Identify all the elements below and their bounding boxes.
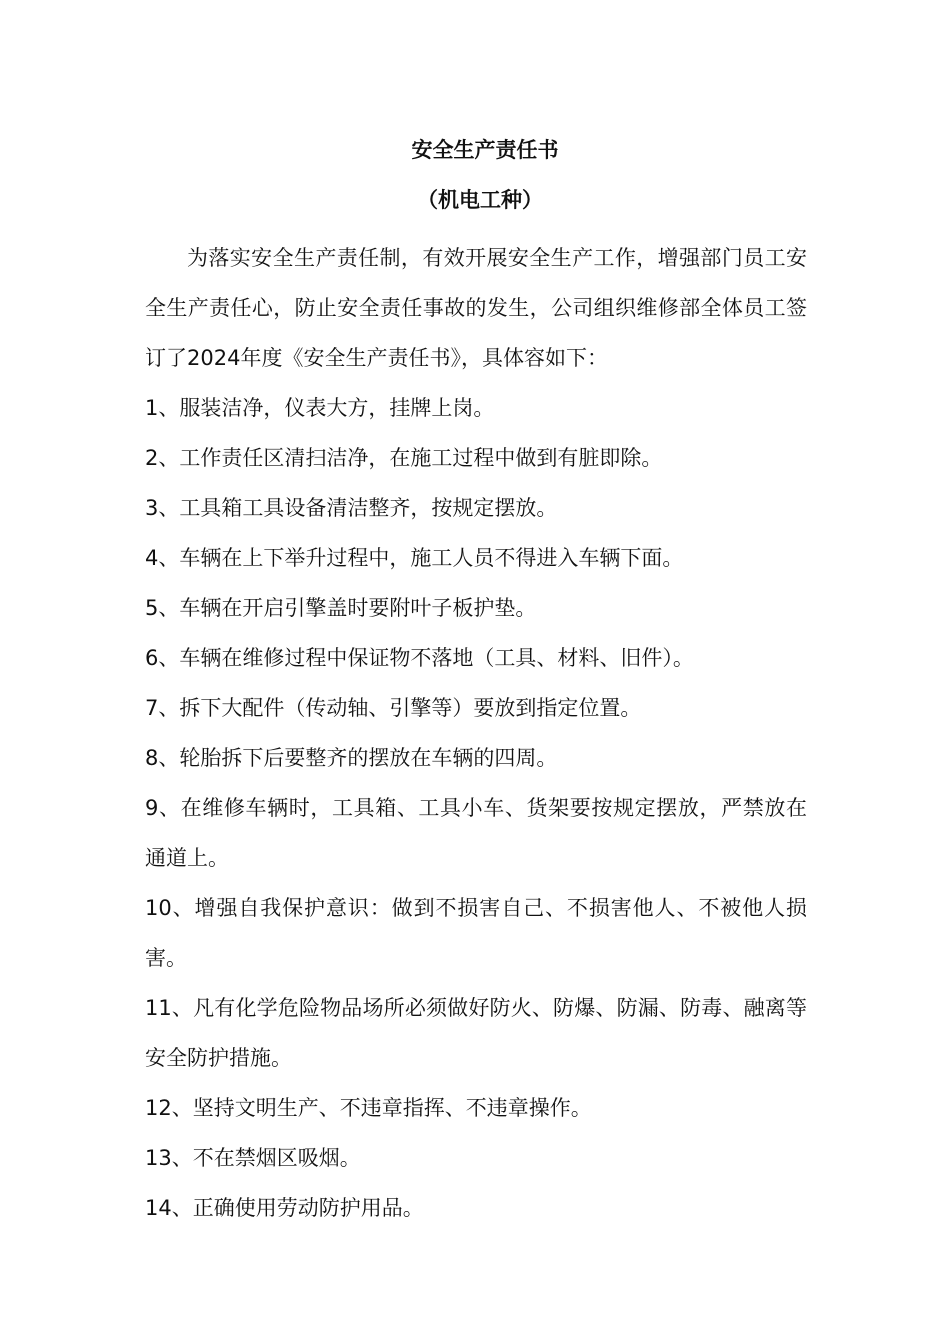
list-item: 8、轮胎拆下后要整齐的摆放在车辆的四周。 (145, 746, 558, 770)
list-item: 7、拆下大配件（传动轴、引擎等）要放到指定位置。 (145, 696, 642, 720)
list-item: 13、不在禁烟区吸烟。 (145, 1146, 361, 1170)
list-item: 1、服装洁净，仪表大方，挂牌上岗。 (145, 396, 495, 420)
list-item: 12、坚持文明生产、不违章指挥、不违章操作。 (145, 1096, 592, 1120)
list-item: 10、增强自我保护意识：做到不损害自己、不损害他人、不被他人损害。 (145, 896, 807, 970)
list-item: 6、车辆在维修过程中保证物不落地（工具、材料、旧件）。 (145, 646, 694, 670)
list-item: 11、凡有化学危险物品场所必须做好防火、防爆、防漏、防毒、融离等安全防护措施。 (145, 996, 807, 1070)
list-item: 9、在维修车辆时，工具箱、工具小车、货架要按规定摆放，严禁放在通道上。 (145, 796, 807, 870)
intro-paragraph: 为落实安全生产责任制，有效开展安全生产工作，增强部门员工安全生产责任心，防止安全责任事故的发生，公司组织维修部全体员工签订了2024年度《安全生产责任书》，具体容如下： (145, 246, 807, 370)
list-item: 5、车辆在开启引擎盖时要附叶子板护垫。 (145, 596, 537, 620)
list-item: 2、工作责任区清扫洁净，在施工过程中做到有脏即除。 (145, 446, 663, 470)
document-title: 安全生产责任书 (411, 138, 559, 162)
list-item: 4、车辆在上下举升过程中，施工人员不得进入车辆下面。 (145, 546, 684, 570)
list-item: 14、正确使用劳动防护用品。 (145, 1196, 424, 1220)
document-body (145, 233, 807, 1233)
list-item: 3、工具箱工具设备清洁整齐，按规定摆放。 (145, 496, 558, 520)
document-subtitle: （机电工种） (417, 188, 543, 212)
